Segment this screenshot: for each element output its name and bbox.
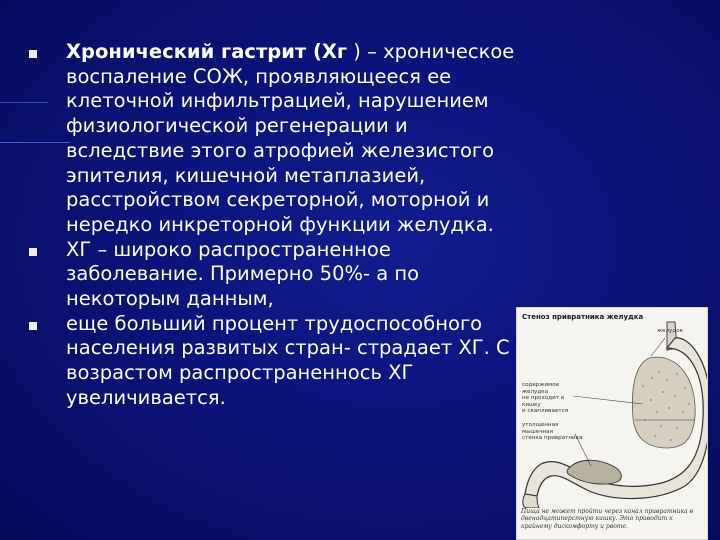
pointer-line-stomach	[651, 338, 665, 356]
square-bullet-icon	[29, 50, 37, 58]
stomach-stenosis-figure	[516, 307, 708, 540]
square-bullet-icon	[29, 322, 37, 330]
stomach-contents	[632, 357, 695, 448]
label-contents: содержимое желудка не проходит в кишку и скапливается	[522, 382, 569, 415]
square-bullet-icon	[29, 248, 37, 256]
bullet-item-age	[28, 312, 528, 411]
prevalence-text: ХГ – широко распространенное заболевание. Примерно 50%- а по некоторым данным,	[66, 237, 420, 311]
figure-caption: Пища не может пройти через канал привратника в двенадцатиперстную кишку. Это приводит к крайнему дискомфорту и рвоте.	[521, 508, 694, 530]
bullet-list	[28, 40, 528, 411]
label-stomach: желудок	[657, 328, 684, 334]
term-lead: Хронический гастрит (Хг	[66, 40, 348, 63]
definition-text: ) – хроническое воспаление СОЖ, проявляющееся ее клеточной инфильтрацией, нарушением физиологической регенерации и вследствие этого атрофией железистого эпителия, кишечной метаплазией, расстройством секреторной, моторной и нередко инкреторной функции желудка.	[66, 40, 515, 236]
bullet-item-prevalence	[28, 238, 528, 312]
figure-title: Стеноз привратника желудка	[522, 313, 644, 321]
duodenum-shape	[523, 494, 539, 508]
bullet-item-definition	[28, 40, 528, 238]
age-text: еще больший процент трудоспособного населения развитых стран- страдает ХГ. С возрастом распространеннось ХГ увеличивается.	[66, 311, 510, 409]
label-wall: утолщенная мышечная стенка привратника	[522, 422, 583, 442]
